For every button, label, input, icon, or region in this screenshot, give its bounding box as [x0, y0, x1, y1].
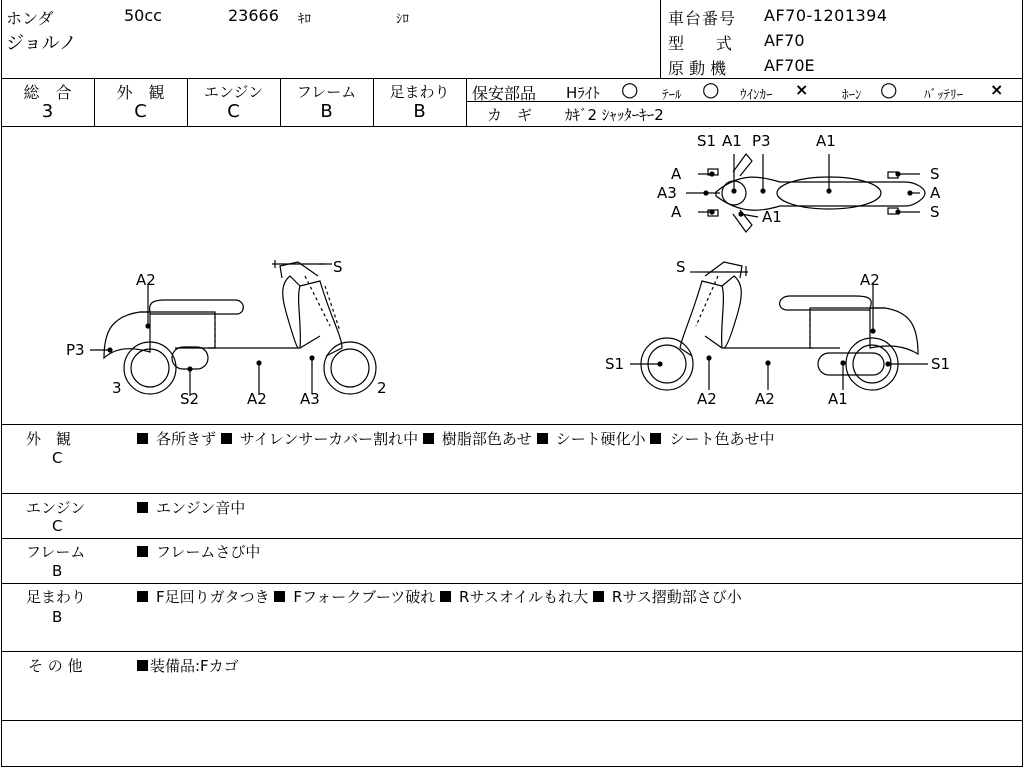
remark-divider: [1, 651, 1022, 652]
remark-items-engine: [137, 497, 245, 518]
winker-label: ｳｲﾝｶｰ: [740, 88, 773, 103]
scooter-diagram: [0, 126, 1024, 426]
battery-ng-icon: ×: [990, 80, 1004, 99]
horn-label: ﾎｰﾝ: [842, 88, 862, 103]
left-label-3: 3: [112, 379, 122, 397]
top-label-s-upper: S: [930, 165, 940, 183]
remark-item: フレームさび中: [156, 543, 261, 561]
horn-ok-icon: ○: [880, 77, 898, 101]
safety-label: 保安部品: [472, 84, 537, 103]
right-label-a2-floor: A2: [755, 390, 775, 408]
remark-item: 装備品:Fカゴ: [150, 657, 239, 675]
remark-grade: B: [52, 562, 63, 580]
taillight-label: ﾃｰﾙ: [662, 88, 682, 103]
engine-code: AF70E: [764, 56, 815, 75]
right-label-a2-fork: A2: [697, 390, 717, 408]
grade-overall-label: 総 合: [23, 83, 72, 102]
remark-category: 足まわり: [26, 588, 87, 606]
right-label-s1-rear: S1: [931, 355, 951, 373]
remark-item: シート色あせ中: [669, 430, 775, 448]
key-label: カ ギ: [487, 106, 533, 124]
grade-frame-value: B: [320, 101, 333, 122]
remark-item: Rサスオイルもれ大: [459, 588, 589, 606]
body-color: ｼﾛ: [396, 12, 409, 27]
top-label-s1: S1: [697, 132, 717, 150]
bullet-icon: [137, 433, 148, 444]
model-code: AF70: [764, 31, 805, 50]
grade-suspension-value: B: [413, 101, 426, 122]
scooter-left-view: [90, 260, 376, 396]
left-label-a2-floor: A2: [247, 390, 267, 408]
right-label-a1: A1: [828, 390, 848, 408]
winker-ng-icon: ×: [795, 80, 809, 99]
key-value: ｶｷﾞ2 ｼｬｯﾀｰｷｰ2: [565, 106, 664, 124]
bullet-icon: [274, 591, 285, 602]
bullet-icon: [537, 433, 548, 444]
remark-divider: [1, 538, 1022, 539]
bullet-icon: [221, 433, 232, 444]
left-label-a3: A3: [300, 390, 320, 408]
left-label-2: 2: [377, 379, 387, 397]
bullet-icon: [593, 591, 604, 602]
mileage-value: 23666: [228, 6, 279, 25]
top-label-a1-seat: A1: [816, 132, 836, 150]
right-label-a2-seat: A2: [860, 271, 880, 289]
remark-grade: C: [52, 449, 63, 467]
headlight-label: Hﾗｲﾄ: [566, 84, 600, 102]
remark-category: そ の 他: [28, 657, 83, 675]
remark-category: フレーム: [26, 543, 86, 561]
remark-items-other: [137, 655, 239, 676]
top-label-a-lower: A: [671, 203, 682, 221]
remark-items-exterior: [137, 428, 774, 449]
left-label-a2-seat: A2: [136, 271, 156, 289]
remark-grade: C: [52, 517, 63, 535]
left-label-p3: P3: [66, 341, 85, 359]
top-label-a3: A3: [657, 184, 677, 202]
scooter-top-view: [686, 154, 925, 232]
battery-label: ﾊﾞｯﾃﾘｰ: [924, 88, 963, 103]
top-label-a1-bar: A1: [722, 132, 742, 150]
remark-category: エンジン: [26, 499, 86, 517]
remark-divider: [1, 493, 1022, 494]
bullet-icon: [137, 591, 148, 602]
grade-overall-value: 3: [41, 101, 54, 122]
grade-exterior-label: 外 観: [116, 83, 165, 102]
grade-frame-label: フレーム: [296, 83, 357, 101]
maker: ホンダ: [6, 9, 54, 28]
headlight-ok-icon: ○: [621, 77, 639, 101]
remark-item: エンジン音中: [156, 499, 246, 517]
top-label-a-rear: A: [930, 184, 941, 202]
remark-category: 外 観: [26, 430, 72, 448]
bullet-icon: [423, 433, 434, 444]
remark-item: Rサス摺動部さび小: [611, 588, 742, 606]
engine-label: 原 動 機: [668, 59, 727, 78]
frame-no-label: 車台番号: [668, 9, 737, 28]
top-label-a-upper: A: [671, 165, 682, 183]
model-label: 型 式: [668, 34, 733, 53]
bullet-icon: [137, 660, 148, 671]
remark-item: シート硬化小: [555, 430, 646, 448]
remark-items-suspension: [137, 586, 742, 607]
left-label-s2: S2: [180, 390, 200, 408]
remark-items-frame: [137, 541, 260, 562]
remark-grade: B: [52, 608, 63, 626]
model-name: ジョルノ: [6, 33, 77, 54]
grade-engine-label: エンジン: [203, 83, 264, 101]
grade-engine-value: C: [227, 101, 240, 122]
right-label-s1-front: S1: [605, 355, 625, 373]
remark-divider: [1, 720, 1022, 721]
header-divider: [660, 0, 661, 78]
remark-item: F足回りガタつき: [156, 588, 270, 606]
top-label-p3: P3: [752, 132, 771, 150]
displacement: 50cc: [124, 6, 162, 25]
mileage-unit: ｷﾛ: [298, 12, 311, 27]
right-label-s: S: [676, 258, 686, 276]
top-label-a1-floor: A1: [762, 208, 782, 226]
taillight-ok-icon: ○: [702, 77, 720, 101]
bullet-icon: [137, 546, 148, 557]
left-label-s: S: [333, 258, 343, 276]
remark-item: サイレンサーカバー割れ中: [239, 430, 419, 448]
top-label-s-lower: S: [930, 203, 940, 221]
grade-suspension-label: 足まわり: [389, 83, 450, 101]
remark-divider: [1, 583, 1022, 584]
frame-no: AF70-1201394: [764, 6, 888, 25]
remark-item: Fフォークブーツ破れ: [293, 588, 436, 606]
scooter-right-view: [630, 262, 928, 390]
grade-divider: [466, 78, 467, 126]
bullet-icon: [440, 591, 451, 602]
remark-item: 樹脂部色あせ: [441, 430, 532, 448]
header-bottom-line: [1, 78, 1022, 79]
bullet-icon: [650, 433, 661, 444]
grade-exterior-value: C: [134, 101, 147, 122]
remark-item: 各所きず: [156, 430, 217, 448]
bullet-icon: [137, 502, 148, 513]
